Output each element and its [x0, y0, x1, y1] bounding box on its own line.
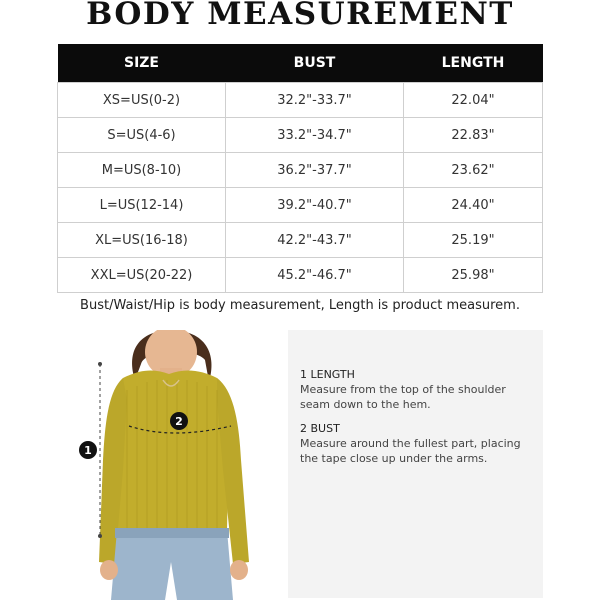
table-row: [58, 223, 543, 258]
bust-instruction-text: Measure around the fullest part, placing the tape close up under the arms.: [300, 437, 521, 465]
size-cell: L=US(12-14): [58, 188, 226, 223]
sweater-shape: [115, 371, 229, 536]
jeans-shape: [111, 530, 233, 600]
bust-cell: 36.2"-37.7": [226, 153, 404, 188]
measurement-instructions: [288, 330, 543, 598]
measurement-note: Bust/Waist/Hip is body measurement, Length is product measurem.: [80, 298, 520, 313]
page-title: BODY MEASUREMENT: [86, 0, 514, 32]
table-row: [58, 83, 543, 118]
bust-cell: 45.2"-46.7": [226, 258, 404, 293]
column-header-length: LENGTH: [404, 44, 543, 83]
size-cell: XL=US(16-18): [58, 223, 226, 258]
column-header-size: SIZE: [58, 44, 226, 83]
length-cell: 22.83": [404, 118, 543, 153]
size-cell: M=US(8-10): [58, 153, 226, 188]
length-cell: 25.98": [404, 258, 543, 293]
length-cell: 25.19": [404, 223, 543, 258]
length-cell: 24.40": [404, 188, 543, 223]
length-bottom-cap: [98, 534, 102, 538]
size-chart-table: [57, 44, 543, 293]
table-row: [58, 188, 543, 223]
size-cell: XS=US(0-2): [58, 83, 226, 118]
length-instruction-heading: 1 LENGTH: [300, 368, 355, 381]
bust-cell: 32.2"-33.7": [226, 83, 404, 118]
length-instruction-text: Measure from the top of the shoulder seam down to the hem.: [300, 383, 506, 411]
model-illustration: [57, 330, 283, 600]
length-cell: 22.04": [404, 83, 543, 118]
jeans-waistband: [115, 528, 229, 538]
bust-cell: 33.2"-34.7": [226, 118, 404, 153]
table-row: [58, 118, 543, 153]
table-row: [58, 258, 543, 293]
length-cell: 23.62": [404, 153, 543, 188]
bust-cell: 42.2"-43.7": [226, 223, 404, 258]
table-header-row: [58, 44, 543, 83]
bust-cell: 39.2"-40.7": [226, 188, 404, 223]
right-hand-shape: [230, 560, 248, 580]
size-cell: XXL=US(20-22): [58, 258, 226, 293]
column-header-bust: BUST: [226, 44, 404, 83]
bust-marker-label: 2: [175, 415, 183, 428]
length-top-cap: [98, 362, 102, 366]
model-photo: [57, 330, 283, 600]
table-row: [58, 153, 543, 188]
length-marker-label: 1: [84, 444, 92, 457]
bust-instruction-heading: 2 BUST: [300, 422, 340, 435]
size-cell: S=US(4-6): [58, 118, 226, 153]
left-hand-shape: [100, 560, 118, 580]
